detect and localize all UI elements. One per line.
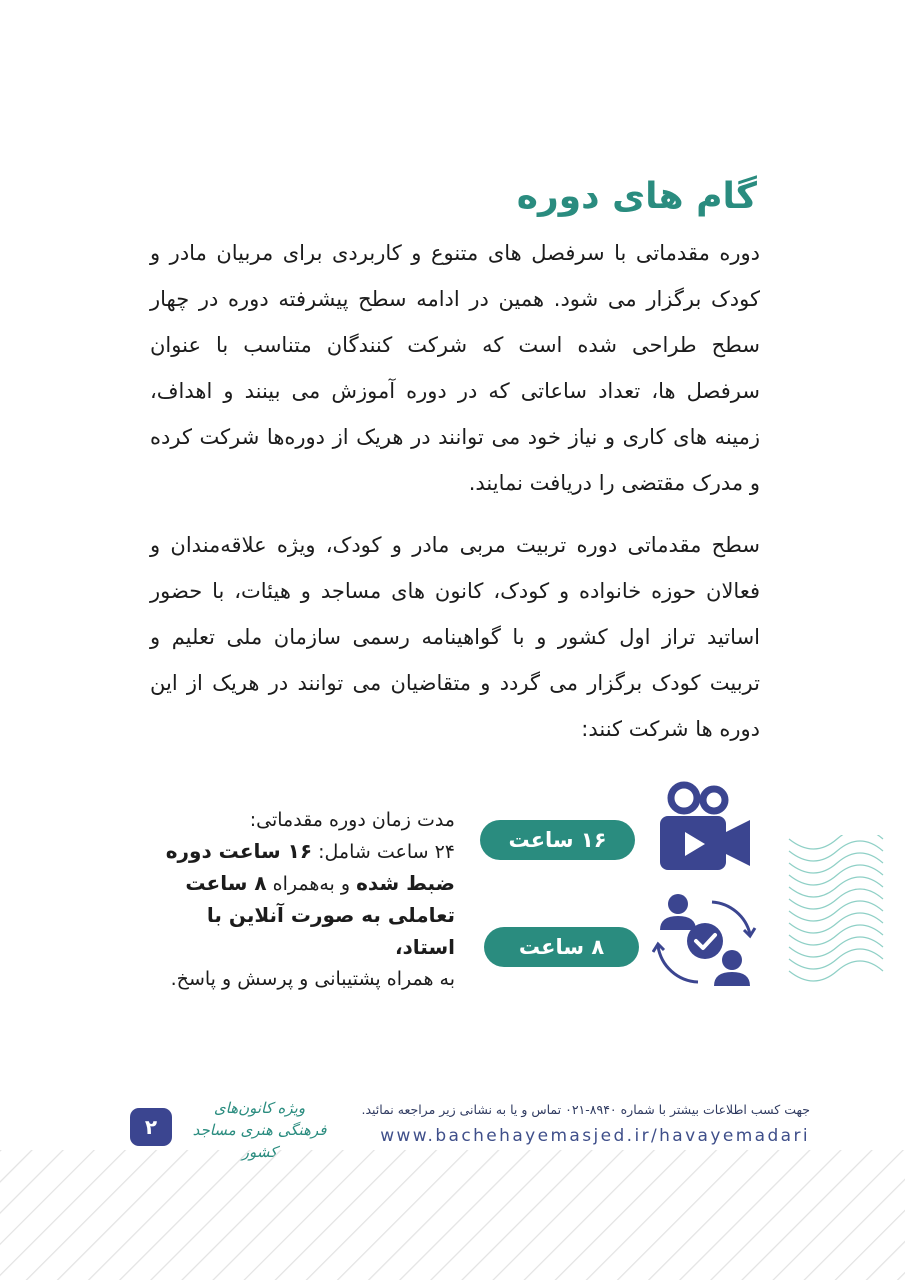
video-camera-icon <box>654 780 754 872</box>
contact-info: جهت کسب اطلاعات بیشتر با شماره ۸۹۴۰-۰۲۱ تماس و یا به نشانی زیر مراجعه نمائید. <box>361 1102 810 1117</box>
decorative-waves <box>785 835 885 995</box>
duration-and: و به‌همراه <box>272 873 351 895</box>
recorded-hours-text: ۱۶ ساعت دوره ضبط شده <box>165 839 455 895</box>
brand-line-1: ویژه کانون‌های <box>213 1099 306 1117</box>
website-link[interactable]: www.bachehayemasjed.ir/havayemadari <box>380 1126 810 1146</box>
details-paragraph: سطح مقدماتی دوره تربیت مربی مادر و کودک، ویژه علاقه‌مندان و فعالان حوزه خانواده و کودک، کانون های مساجد و هیئات، با حضور اساتید تراز اول کشور و با گواهینامه رسمی سازمان ملی تعلیم و تربیت کودک برگزار می گردد و متقاضیان می توانند در هریک از این دوره ها شرکت کنند: <box>150 533 760 741</box>
duration-block <box>150 805 455 995</box>
users-check-icon <box>652 890 758 992</box>
live-hours-text: ۸ ساعت تعاملی به صورت آنلاین با استاد، <box>185 871 455 959</box>
live-hours-badge: ۸ ساعت <box>484 927 639 967</box>
recorded-hours-badge: ۱۶ ساعت <box>480 820 635 860</box>
brand-line-2: فرهنگی هنری مساجد <box>192 1121 327 1139</box>
section-title: گام های دوره <box>516 176 757 217</box>
decorative-hatch <box>0 1150 905 1280</box>
intro-paragraph: دوره مقدماتی با سرفصل های متنوع و کاربردی برای مربیان مادر و کودک برگزار می شود. همین در ادامه سطح پیشرفته دوره در چهار سطح طراحی شده است که شرکت کنندگان متناسب با عنوان سرفصل ها، تعداد ساعاتی که در دوره آموزش می بینند و اهداف، زمینه های کاری و نیاز خود می توانند در هریک از دوره‌ها شرکت کرده و مدرک مقتضی را دریافت نمایند. <box>150 241 760 495</box>
page-number-badge: ۲ <box>130 1108 172 1146</box>
duration-intro: ۲۴ ساعت شامل: <box>318 841 455 863</box>
support-text: به همراه پشتیبانی و پرسش و پاسخ. <box>170 968 455 990</box>
duration-heading: مدت زمان دوره مقدماتی: <box>249 809 455 831</box>
